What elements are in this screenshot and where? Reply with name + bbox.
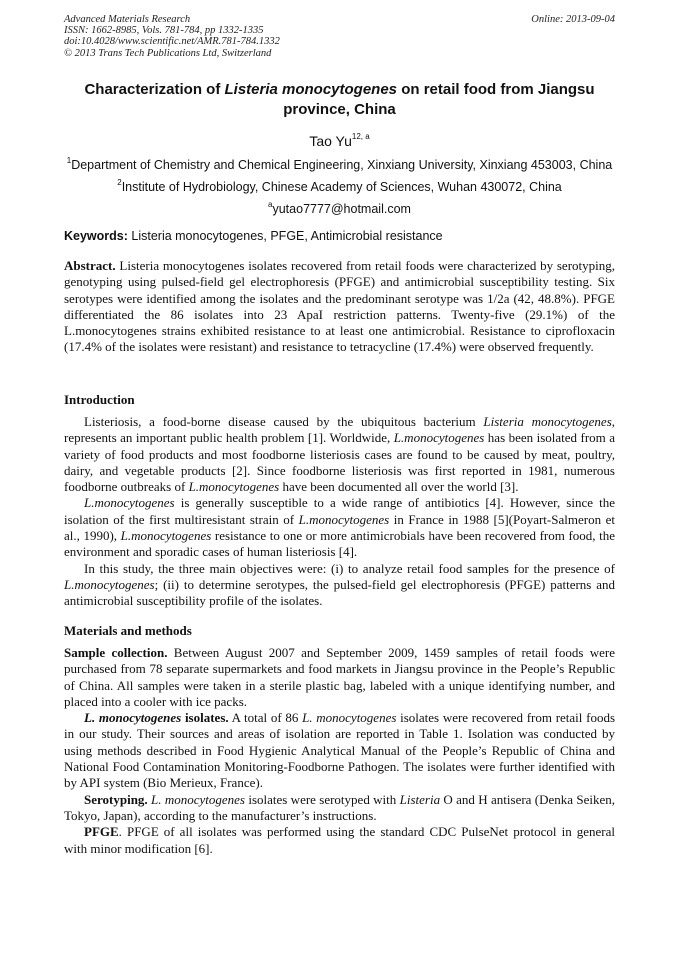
section-heading-introduction: Introduction [64, 392, 135, 407]
methods-isolates: L. monocytogenes isolates. A total of 86 L. monocytogenes isolates were recovered from retail foods in our study. Their sources and areas of isolation are reported in Table 1. Isolation was conducted by using methods described in Food Hygienic Analytical Manual of the People’s Republic of China and National Food Contamination Monitoring-Foodborne Pathogen. The isolates were further identified with by API system (Bio Merieux, France). [64, 710, 616, 791]
abstract-text: Listeria monocytogenes isolates recovered from retail foods were characterized by serotyping, genotyping using pulsed-field gel electrophoresis (PFGE) and antimicrobial susceptibility testing. Six serotypes were identified among the isolates and the predominant serotype was 1/2a (42, 48.8%). PFGE differentiated the 86 isolates into 23 ApaI restriction patterns. Twenty-five (29.1%) of the L.monocytogenes strains exhibited resistance to at least one antimicrobial. Resistance to ciprofloxacin (17.4% of the isolates were resistant) and resistance to tetracycline (17.4%) were observed frequently. [64, 258, 615, 355]
author-line [64, 132, 615, 150]
methods-pfge: PFGE. PFGE of all isolates was performed using the standard CDC PulseNet protocol in general with minor modification [6]. [64, 824, 615, 856]
methods-sample-collection: Sample collection. Between August 2007 and September 2009, 1459 samples of retail foods were purchased from 78 separate supermarkets and food markets in Jiangsu province in the People’s Republic of China. All samples were taken in a sterile plastic bag, labeled with a unique identifying number, and placed into a cooler with ice packs. [64, 645, 615, 709]
methods-serotyping: Serotyping. L. monocytogenes isolates were serotyped with Listeria O and H antisera (Denka Seiken, Tokyo, Japan), according to the manufacturer’s instructions. [64, 791, 616, 823]
intro-paragraph-2: L.monocytogenes is generally susceptible to a wide range of antibiotics [4]. However, since the isolation of the first multiresistant strain of L.monocytogenes in France in 1988 [5](Poyart-Salmeron et al., 1990), L.monocytogenes resistance to one or more antimicrobials have been recovered from food, the environment and sporadic cases of human listeriosis [4]. [64, 495, 615, 560]
paper-title: Characterization of Listeria monocytogenes on retail food from Jiangsu province, China [84, 81, 595, 118]
affiliation-1: $^1$Department of Chemistry and Chemical Engineering, Xinxiang University, Xinxiang 453003, China [66, 155, 613, 172]
abstract [64, 258, 615, 356]
author-sup: 12, a [351, 132, 370, 142]
title-species: Listeria monocytogenes [224, 81, 398, 98]
journal-name: Advanced Materials Research [64, 14, 191, 25]
author-email: $^a$yutao7777@hotmail.com [268, 199, 411, 216]
author-name: Tao Yu [309, 133, 352, 149]
doi-line: doi:10.4028/www.scientific.net/AMR.781-784.1332 [64, 36, 280, 48]
issn-line: ISSN: 1662-8985, Vols. 781-784, pp 1332-1335 [64, 25, 264, 37]
online-date: Online: 2013-09-04 [531, 14, 615, 25]
methods-body [64, 645, 615, 857]
intro-paragraph-1: Listeriosis, a food-borne disease caused by the ubiquitous bacterium Listeria monocytogenes, represents an important public health problem [1]. Worldwide, L.monocytogenes has been isolated from a variety of food products and most foodborne listeriosis cases are found to be caused by meat, poultry, dairy, and vegetable products [2]. Since foodborne listeriosis was first reported in 1981, numerous foodborne outbreaks of L.monocytogenes have been documented all over the world [3]. [64, 414, 616, 495]
journal-header [64, 14, 615, 59]
keywords [64, 228, 615, 244]
section-heading-methods: Materials and methods [64, 623, 192, 638]
copyright-line: © 2013 Trans Tech Publications Ltd, Switzerland [64, 47, 272, 59]
abstract-label: Abstract. [64, 258, 116, 273]
keywords-text: Listeria monocytogenes, PFGE, Antimicrobial resistance [127, 229, 443, 243]
introduction-body [64, 414, 615, 610]
keywords-label: Keywords: [64, 229, 128, 243]
intro-paragraph-3: In this study, the three main objectives were: (i) to analyze retail food samples for the presence of L.monocytogenes; (ii) to determine serotypes, the pulsed-field gel electrophoresis (PFGE) patterns and antimicrobial susceptibility profile of the isolates. [64, 560, 615, 609]
affiliation-2: $^2$Institute of Hydrobiology, Chinese Academy of Sciences, Wuhan 430072, China [117, 177, 562, 194]
